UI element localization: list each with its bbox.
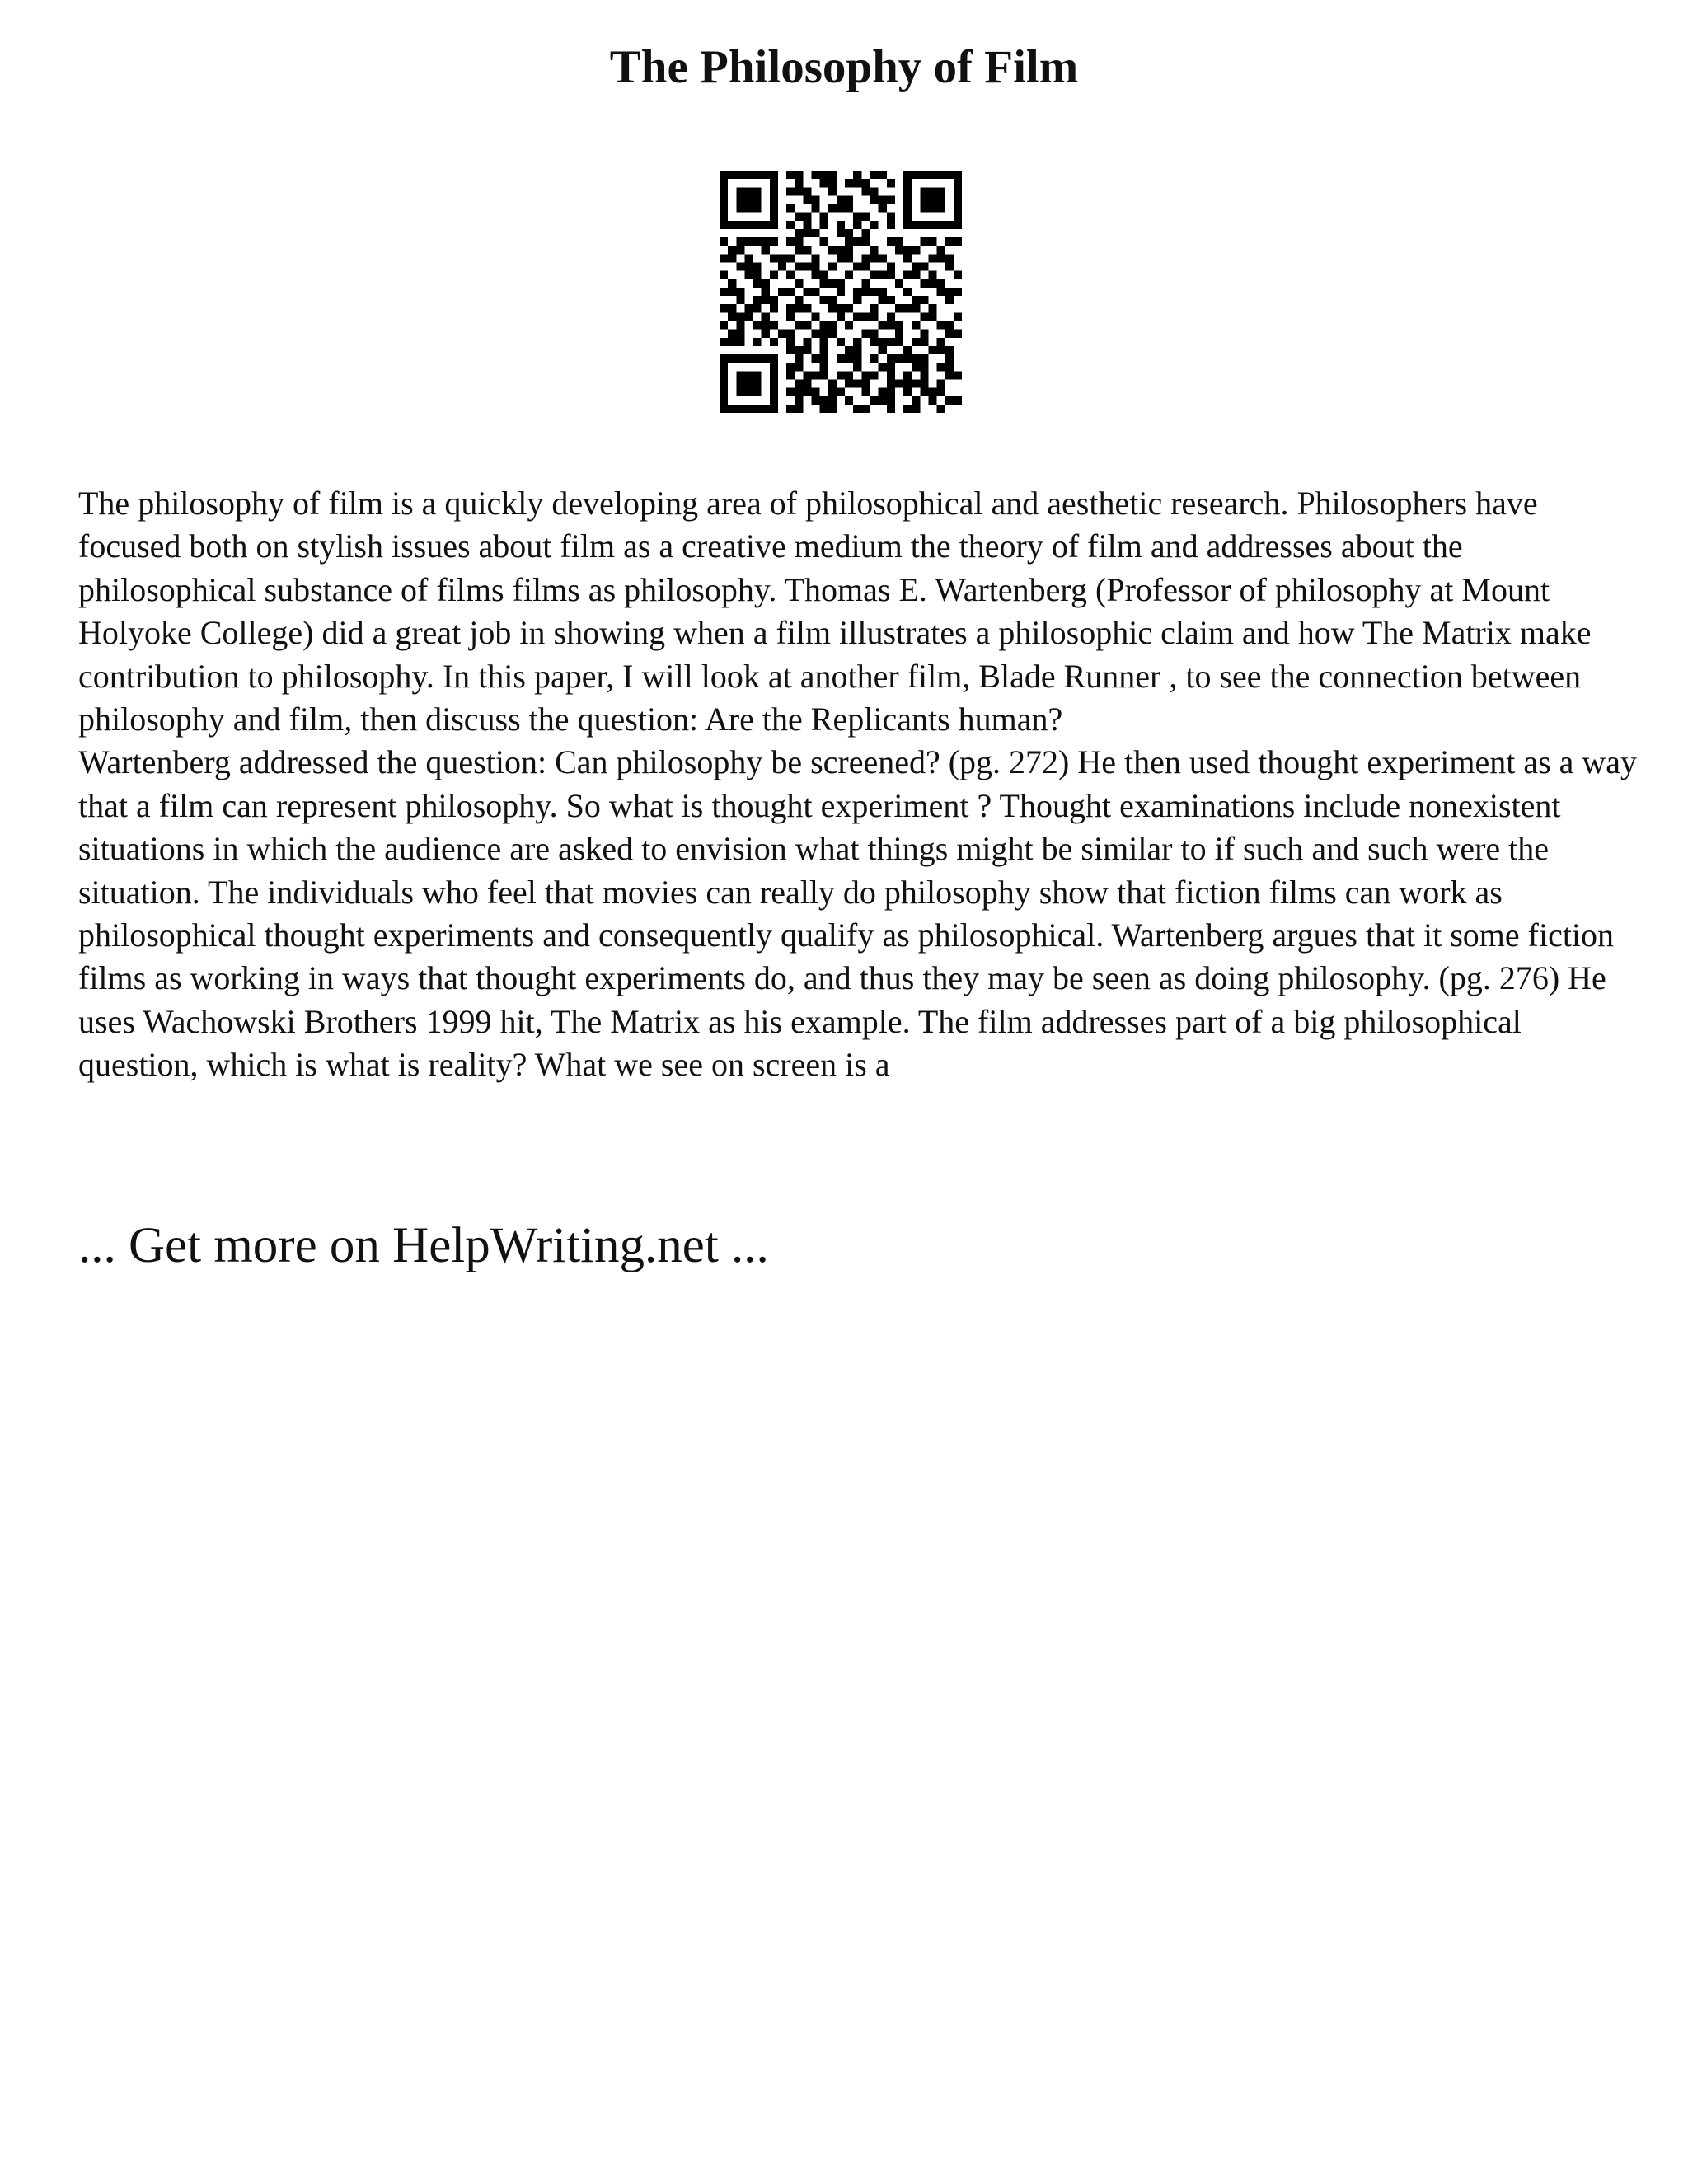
page-title: The Philosophy of Film [609, 41, 1079, 93]
article-body [78, 482, 1644, 1087]
get-more-link[interactable]: ... Get more on HelpWriting.net ... [78, 1218, 769, 1273]
qr-code-icon [720, 171, 962, 413]
paragraph-intro: The philosophy of film is a quickly developing area of philosophical and aesthetic research. Philosophers have focused both on stylish issues about film as a creative medium the theory of film and addresses about the philosophical substance of films films as philosophy. Thomas E. Wartenberg (Professor of philosophy at Mount Holyoke College) did a great job in showing when a film illustrates a philosophic claim and how The Matrix make contribution to philosophy. In this paper, I will look at another film, Blade Runner , to see the connection between philosophy and film, then discuss the question: Are the Replicants human? [78, 485, 1592, 738]
paragraph-thought-experiment: Wartenberg addressed the question: Can philosophy be screened? (pg. 272) He then used thought experiment as a way that a film can represent philosophy. So what is thought experiment ? Thought examinations include nonexistent situations in which the audience are asked to envision what things might be similar to if such and such were the situation. The individuals who feel that movies can really do philosophy show that fiction films can work as philosophical thought experiments and consequently qualify as philosophical. Wartenberg argues that it some fiction films as working in ways that thought experiments do, and thus they may be seen as doing philosophy. (pg. 276) He uses Wachowski Brothers 1999 hit, The Matrix as his example. The film addresses part of a big philosophical question, which is what is reality? What we see on screen is a [78, 743, 1638, 1084]
